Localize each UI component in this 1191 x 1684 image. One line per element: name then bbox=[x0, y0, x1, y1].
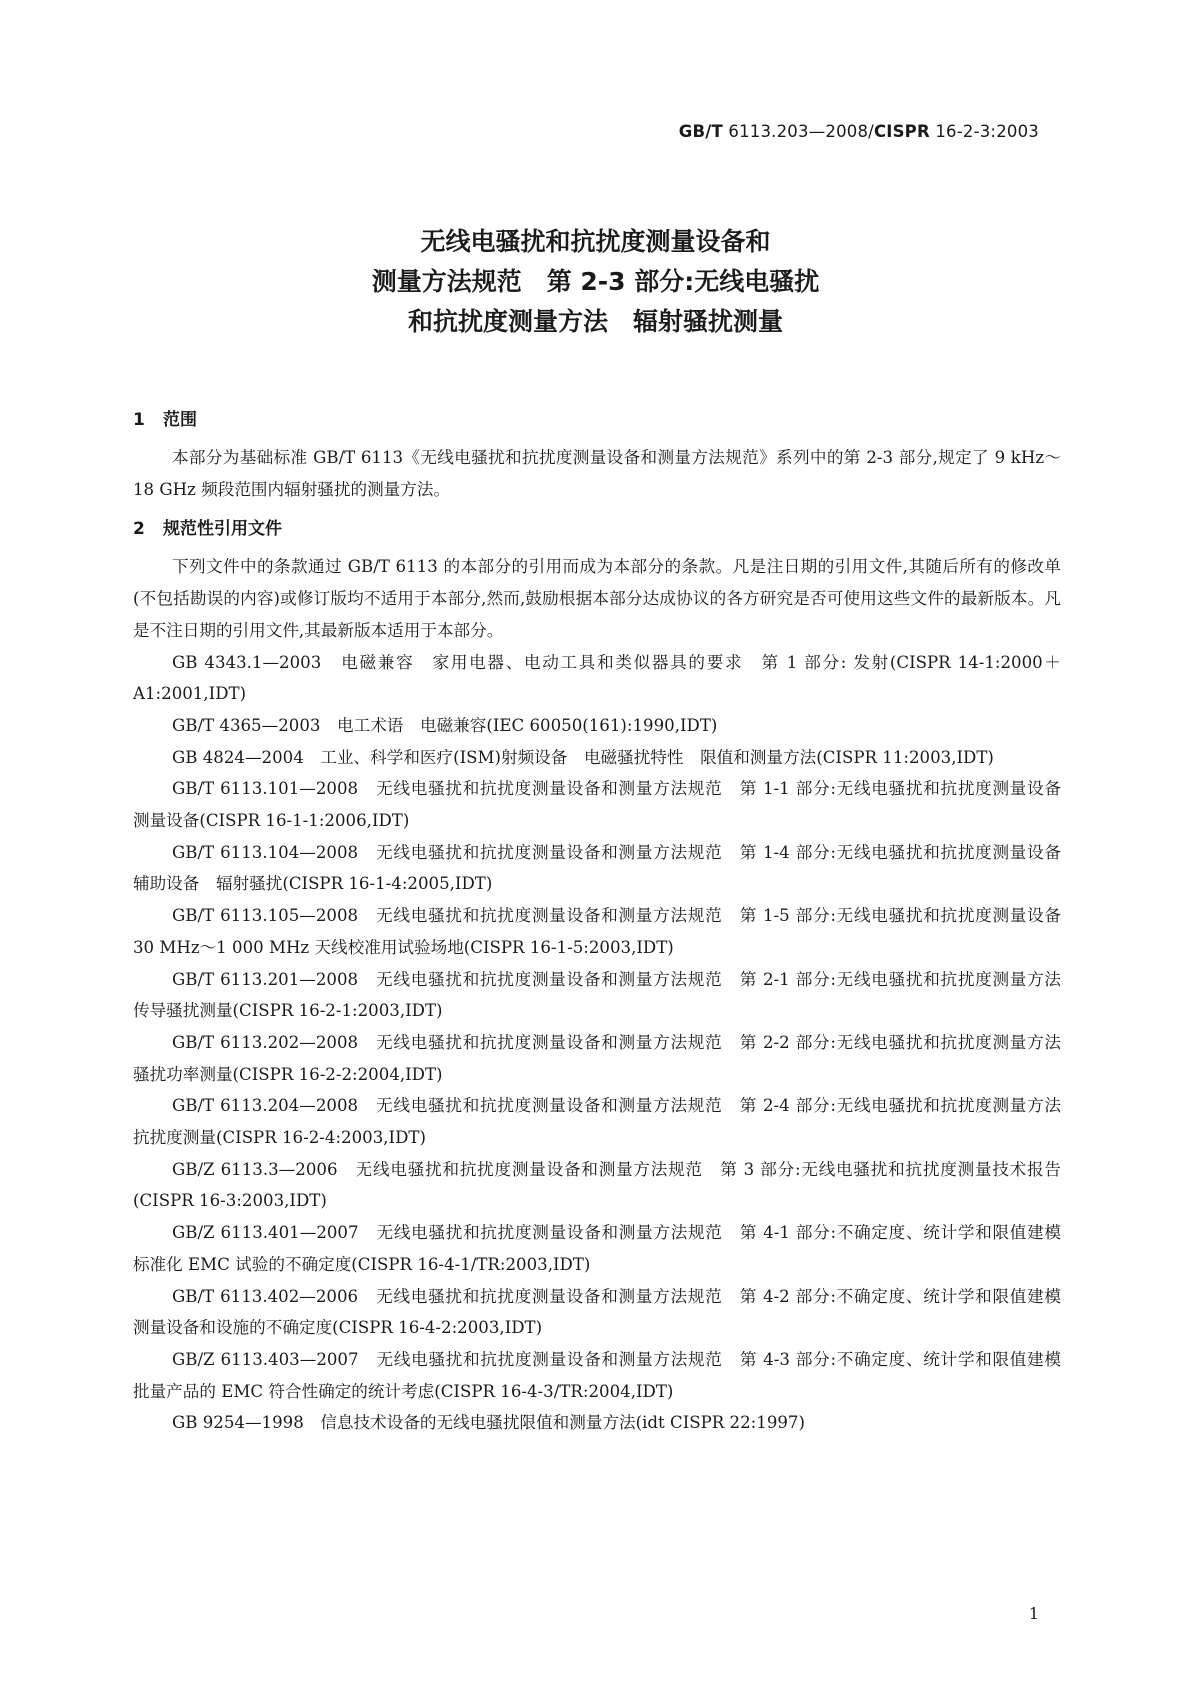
reference-code: GB/T 6113.201—2008 bbox=[172, 969, 359, 989]
reference-code: GB/Z 6113.401—2007 bbox=[172, 1223, 359, 1243]
reference-code: GB/T 6113.104—2008 bbox=[172, 842, 359, 862]
reference-item bbox=[133, 1344, 1078, 1407]
section-2-number: 2 bbox=[133, 519, 145, 540]
section-2-paragraph: 下列文件中的条款通过 GB/T 6113 的本部分的引用而成为本部分的条款。凡是注日期的引用文件,其随后所有的修改单(不包括勘误的内容)或修订版均不适用于本部分,然而,鼓励根据本部分达成协议的各方研究是否可使用这些文件的最新版本。凡是不注日期的引用文件,其最新版本适用于本部分。 bbox=[133, 557, 1061, 640]
reference-item bbox=[133, 964, 1078, 1027]
reference-text: 无线电骚扰和抗扰度测量设备和测量方法规范 第 3 部分:无线电骚扰和抗扰度测量技术报告(CISPR 16-3:2003,IDT) bbox=[133, 1159, 1061, 1211]
reference-item bbox=[133, 710, 1061, 742]
reference-item bbox=[133, 1281, 1078, 1344]
reference-item bbox=[133, 1027, 1078, 1090]
reference-item bbox=[133, 773, 1078, 836]
reference-code: GB/Z 6113.3—2006 bbox=[172, 1159, 338, 1179]
section-2-title: 规范性引用文件 bbox=[163, 519, 282, 540]
document-title bbox=[0, 222, 1191, 342]
reference-text: 电工术语 电磁兼容(IEC 60050(161):1990,IDT) bbox=[337, 715, 718, 735]
reference-text: 无线电骚扰和抗扰度测量设备和测量方法规范 第 2-2 部分:无线电骚扰和抗扰度测量方法 骚扰功率测量(CISPR 16-2-2:2004,IDT) bbox=[133, 1032, 1078, 1084]
header-std-number: 6113.203—2008/ bbox=[722, 122, 874, 141]
reference-item bbox=[133, 837, 1078, 900]
reference-text: 无线电骚扰和抗扰度测量设备和测量方法规范 第 1-5 部分:无线电骚扰和抗扰度测量设备 30 MHz～1 000 MHz 天线校准用试验场地(CISPR 16-1-5:2003,IDT) bbox=[133, 906, 1078, 957]
section-1-title: 范围 bbox=[163, 410, 197, 430]
reference-item bbox=[133, 1217, 1078, 1280]
reference-code: GB 9254—1998 bbox=[172, 1413, 304, 1433]
reference-item bbox=[133, 742, 1061, 774]
title-line-3: 和抗扰度测量方法 辐射骚扰测量 bbox=[407, 307, 783, 336]
reference-item bbox=[133, 1407, 1061, 1439]
header-std-prefix: GB/T bbox=[678, 122, 723, 141]
reference-text: 无线电骚扰和抗扰度测量设备和测量方法规范 第 2-1 部分:无线电骚扰和抗扰度测量方法 传导骚扰测量(CISPR 16-2-1:2003,IDT) bbox=[133, 969, 1078, 1021]
reference-text: 电磁兼容 家用电器、电动工具和类似器具的要求 第 1 部分: 发射(CISPR 14-1:2000＋A1:2001,IDT) bbox=[133, 652, 1061, 704]
section-1-paragraph: 本部分为基础标准 GB/T 6113《无线电骚扰和抗扰度测量设备和测量方法规范》系列中的第 2-3 部分,规定了 9 kHz～18 GHz 频段范围内辐射骚扰的测量方法。 bbox=[133, 448, 1061, 499]
section-1-heading bbox=[133, 408, 1061, 432]
reference-text: 无线电骚扰和抗扰度测量设备和测量方法规范 第 4-1 部分:不确定度、统计学和限值建模 标准化 EMC 试验的不确定度(CISPR 16-4-1/TR:2003,IDT) bbox=[133, 1223, 1078, 1274]
title-line-1: 无线电骚扰和抗扰度测量设备和 bbox=[420, 227, 771, 256]
reference-item bbox=[133, 1090, 1078, 1153]
title-line-2: 测量方法规范 第 2-3 部分:无线电骚扰 bbox=[371, 267, 820, 296]
reference-code: GB/T 6113.105—2008 bbox=[172, 906, 359, 926]
header-cispr-label: CISPR bbox=[873, 122, 930, 141]
page-number: 1 bbox=[1028, 1604, 1039, 1623]
reference-code: GB/Z 6113.403—2007 bbox=[172, 1349, 359, 1369]
standard-header bbox=[679, 122, 1039, 141]
reference-text: 无线电骚扰和抗扰度测量设备和测量方法规范 第 1-1 部分:无线电骚扰和抗扰度测量设备 测量设备(CISPR 16-1-1:2006,IDT) bbox=[133, 779, 1078, 831]
section-1-number: 1 bbox=[133, 410, 145, 430]
reference-code: GB 4824—2004 bbox=[172, 747, 304, 767]
reference-text: 无线电骚扰和抗扰度测量设备和测量方法规范 第 2-4 部分:无线电骚扰和抗扰度测量方法 抗扰度测量(CISPR 16-2-4:2003,IDT) bbox=[133, 1096, 1078, 1148]
reference-code: GB/T 6113.204—2008 bbox=[172, 1096, 359, 1116]
reference-item bbox=[133, 647, 1061, 710]
reference-item bbox=[133, 900, 1078, 963]
reference-text: 无线电骚扰和抗扰度测量设备和测量方法规范 第 4-2 部分:不确定度、统计学和限值建模 测量设备和设施的不确定度(CISPR 16-4-2:2003,IDT) bbox=[133, 1286, 1078, 1338]
reference-text: 无线电骚扰和抗扰度测量设备和测量方法规范 第 1-4 部分:无线电骚扰和抗扰度测量设备 辅助设备 辐射骚扰(CISPR 16-1-4:2005,IDT) bbox=[133, 842, 1078, 894]
reference-code: GB 4343.1—2003 bbox=[172, 652, 322, 672]
section-2-heading bbox=[133, 517, 1061, 541]
reference-code: GB/T 4365—2003 bbox=[172, 715, 321, 735]
header-cispr-number: 16-2-3:2003 bbox=[929, 122, 1039, 141]
document-body bbox=[133, 408, 1078, 1439]
reference-code: GB/T 6113.402—2006 bbox=[172, 1286, 359, 1306]
reference-code: GB/T 6113.202—2008 bbox=[172, 1032, 359, 1052]
reference-text: 无线电骚扰和抗扰度测量设备和测量方法规范 第 4-3 部分:不确定度、统计学和限值建模 批量产品的 EMC 符合性确定的统计考虑(CISPR 16-4-3/TR:2004,IDT) bbox=[133, 1349, 1078, 1401]
reference-text: 信息技术设备的无线电骚扰限值和测量方法(idt CISPR 22:1997) bbox=[320, 1413, 805, 1433]
reference-code: GB/T 6113.101—2008 bbox=[172, 779, 359, 799]
reference-text: 工业、科学和医疗(ISM)射频设备 电磁骚扰特性 限值和测量方法(CISPR 11:2003,IDT) bbox=[320, 747, 994, 767]
reference-item bbox=[133, 1154, 1061, 1217]
reference-list bbox=[133, 647, 1078, 1440]
